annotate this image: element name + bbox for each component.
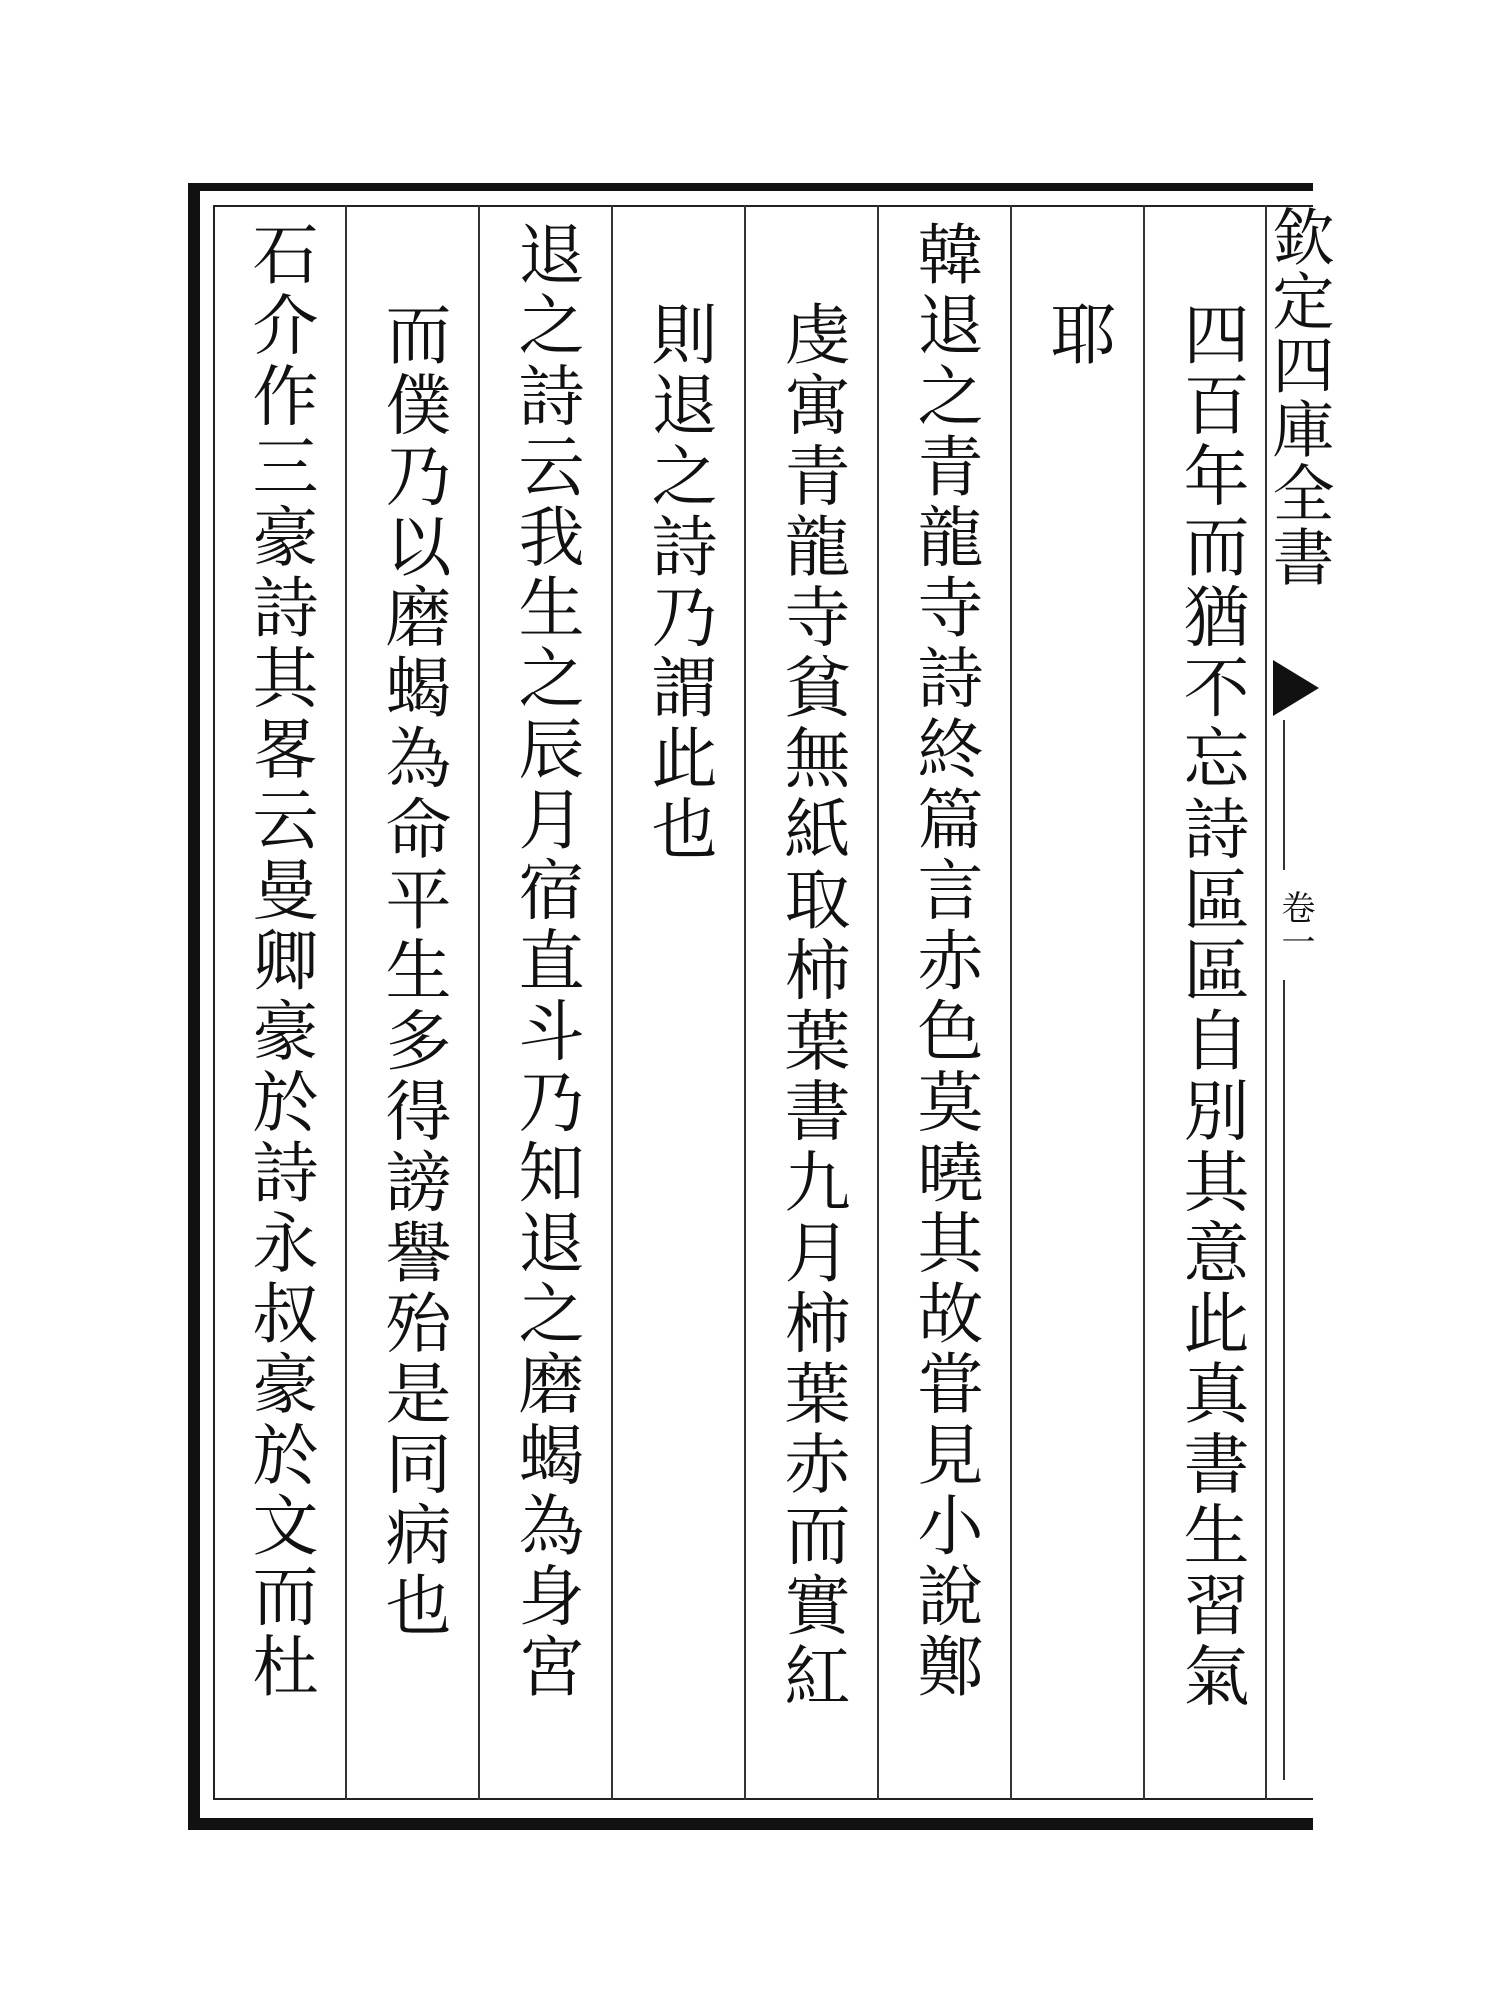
- fold-line: [1283, 720, 1285, 870]
- column-rule: [744, 205, 746, 1800]
- text-column-6: 退之詩云我生之辰月宿直斗乃知退之磨蝎為身宮: [507, 220, 584, 1703]
- fold-line: [1283, 980, 1285, 1780]
- text-column-7: 而僕乃以磨蝎為命平生多得謗譽殆是同病也: [374, 300, 451, 1642]
- margin-volume: 卷一: [1275, 890, 1315, 958]
- text-column-5: 則退之詩乃謂此也: [640, 300, 717, 865]
- margin-title: 欽定四庫全書: [1262, 205, 1335, 589]
- column-rule: [1010, 205, 1012, 1800]
- text-column-2: 耶: [1039, 300, 1116, 371]
- fish-tail-mark: [1273, 660, 1319, 716]
- column-rule: [1143, 205, 1145, 1800]
- text-column-3: 韓退之青龍寺詩終篇言赤色莫曉其故甞見小說鄭: [906, 220, 983, 1703]
- text-column-4: 虔寓青龍寺貧無紙取柿葉書九月柿葉赤而實紅: [773, 300, 850, 1712]
- text-column-8: 石介作三豪詩其畧云曼卿豪於詩永叔豪於文而杜: [241, 220, 318, 1703]
- text-column-1: 四百年而猶不忘詩區區自別其意此真書生習氣: [1172, 300, 1249, 1712]
- column-rule: [611, 205, 613, 1800]
- column-rule: [877, 205, 879, 1800]
- column-rule: [345, 205, 347, 1800]
- column-rule: [478, 205, 480, 1800]
